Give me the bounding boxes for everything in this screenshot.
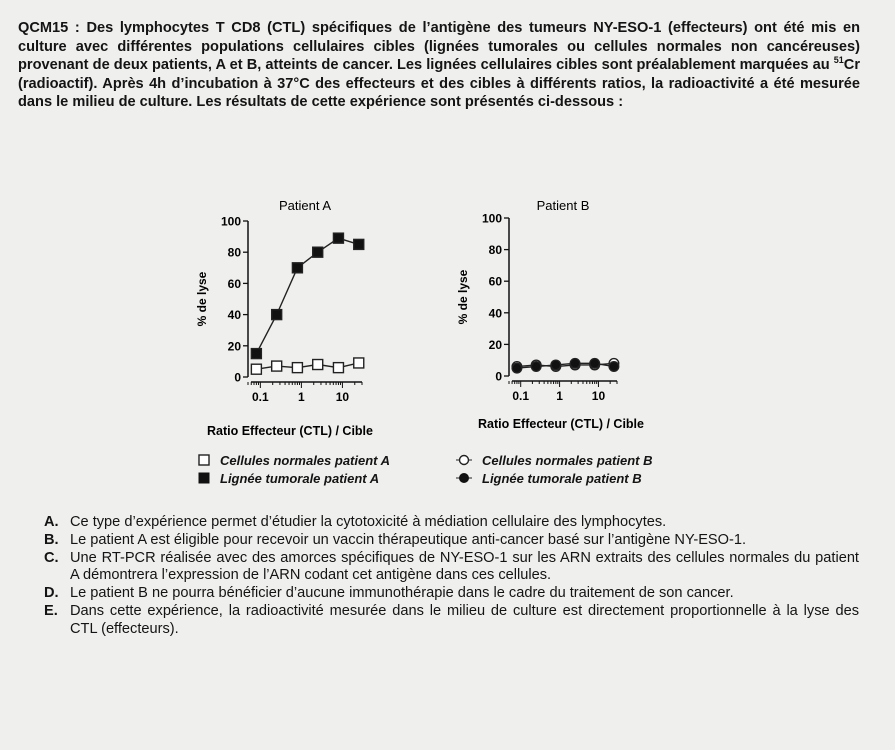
y-tick-label: 100 bbox=[220, 214, 241, 229]
data-point bbox=[251, 349, 261, 359]
option-d[interactable] bbox=[44, 585, 859, 603]
y-axis-label: % de lyse bbox=[195, 271, 209, 327]
question-body-2: Cr (radioactif). Après 4h d’incubation à 37°C des effecteurs et des cibles à différents ratios, la radioactivité a été mesurée dans le milieu de culture. Les résultats de cette expérience sont présentés ci-dessous : bbox=[18, 57, 860, 111]
data-point bbox=[251, 364, 261, 374]
option-c[interactable] bbox=[44, 550, 859, 586]
data-point bbox=[551, 360, 561, 370]
question-body-1: Des lymphocytes T CD8 (CTL) spécifiques de l’antigène des tumeurs NY-ESO-1 (effecteurs) ont été mis en culture avec différentes populations cellulaires cibles (lignées tumorales ou cellules normales non cancéreuses) provenant de deux patients, A et B, atteints de cancer. Les lignées cellulaires cibles sont préalablement marquées au bbox=[18, 20, 861, 74]
data-point bbox=[292, 263, 302, 273]
data-point bbox=[313, 360, 323, 370]
data-point bbox=[333, 363, 343, 373]
data-point bbox=[354, 239, 364, 249]
option-text: Le patient A est éligible pour recevoir un vaccin thérapeutique anti-cancer basé sur l’antigène NY-ESO-1. bbox=[70, 531, 747, 548]
data-point bbox=[272, 310, 282, 320]
y-tick-label: 40 bbox=[488, 306, 502, 321]
x-tick-label: 0.1 bbox=[512, 389, 530, 403]
legend-label: Cellules normales patient A bbox=[220, 452, 391, 468]
data-point bbox=[292, 363, 302, 373]
y-tick-label: 40 bbox=[227, 308, 241, 323]
question-label: QCM15 : bbox=[18, 20, 80, 36]
series-line bbox=[256, 238, 358, 353]
legend-item bbox=[198, 451, 390, 469]
data-point bbox=[354, 358, 364, 368]
question-text bbox=[18, 19, 860, 112]
x-axis-label: Ratio Effecteur (CTL) / Cible bbox=[478, 417, 644, 431]
legend-label: Lignée tumorale patient B bbox=[482, 470, 642, 486]
y-tick-label: 80 bbox=[488, 243, 502, 258]
data-point bbox=[531, 362, 541, 372]
y-tick-label: 100 bbox=[481, 211, 502, 226]
option-e[interactable] bbox=[44, 603, 859, 639]
legend-label: Lignée tumorale patient A bbox=[220, 470, 380, 486]
option-text: Le patient B ne pourra bénéficier d’aucune immunothérapie dans le cadre du traitement de son cancer. bbox=[70, 585, 734, 602]
option-a[interactable] bbox=[44, 514, 859, 532]
data-point bbox=[570, 359, 580, 369]
data-point bbox=[313, 247, 323, 257]
y-tick-label: 20 bbox=[488, 337, 502, 352]
x-axis-label: Ratio Effecteur (CTL) / Cible bbox=[207, 424, 373, 438]
option-letter: C. bbox=[44, 549, 59, 566]
data-point bbox=[609, 362, 619, 372]
y-tick-label: 80 bbox=[227, 245, 241, 260]
legend-item bbox=[198, 469, 390, 487]
open-square-marker-icon bbox=[198, 454, 210, 466]
filled-circle-marker-icon bbox=[456, 472, 472, 484]
data-point bbox=[512, 363, 522, 373]
option-letter: A. bbox=[44, 514, 59, 530]
isotope-superscript: 51 bbox=[833, 55, 844, 66]
legend-patient-a bbox=[198, 451, 390, 487]
chart-title: Patient B bbox=[536, 198, 590, 213]
y-tick-label: 0 bbox=[234, 370, 241, 385]
open-circle-marker-icon bbox=[456, 454, 472, 466]
y-axis-label: % de lyse bbox=[456, 269, 470, 325]
chart-title: Patient A bbox=[278, 198, 332, 213]
legend-item bbox=[456, 469, 653, 487]
y-tick-label: 20 bbox=[227, 339, 241, 354]
x-tick-label: 1 bbox=[298, 390, 305, 404]
data-point bbox=[590, 359, 600, 369]
x-tick-label: 0.1 bbox=[252, 390, 269, 404]
filled-square-marker-icon bbox=[198, 472, 210, 484]
y-tick-label: 60 bbox=[488, 274, 502, 289]
y-tick-label: 0 bbox=[495, 369, 502, 384]
data-point bbox=[333, 233, 343, 243]
chart-patient-a bbox=[190, 190, 420, 440]
legend-label: Cellules normales patient B bbox=[482, 452, 653, 468]
x-tick-label: 10 bbox=[591, 389, 606, 403]
chart-patient-b bbox=[450, 190, 680, 440]
x-tick-label: 10 bbox=[335, 390, 350, 404]
option-text: Dans cette expérience, la radioactivité mesurée dans le milieu de culture est directement proportionnelle à la lyse des CTL (effecteurs). bbox=[70, 602, 859, 637]
legend-item bbox=[456, 451, 653, 469]
option-letter: E. bbox=[44, 602, 58, 619]
option-letter: B. bbox=[44, 531, 59, 548]
legend-patient-b bbox=[456, 451, 653, 487]
y-tick-label: 60 bbox=[227, 276, 241, 291]
data-point bbox=[272, 361, 282, 371]
option-b[interactable] bbox=[44, 532, 859, 550]
answer-options bbox=[44, 514, 859, 639]
option-text: Ce type d’expérience permet d’étudier la cytotoxicité à médiation cellulaire des lymphocytes. bbox=[70, 514, 667, 530]
option-text: Une RT-PCR réalisée avec des amorces spécifiques de NY-ESO-1 sur les ARN extraits des cellules normales du patient A démontrera l’expression de l’ARN codant cet antigène dans ces cellules. bbox=[70, 549, 859, 584]
option-letter: D. bbox=[44, 585, 59, 602]
x-tick-label: 1 bbox=[556, 389, 563, 403]
